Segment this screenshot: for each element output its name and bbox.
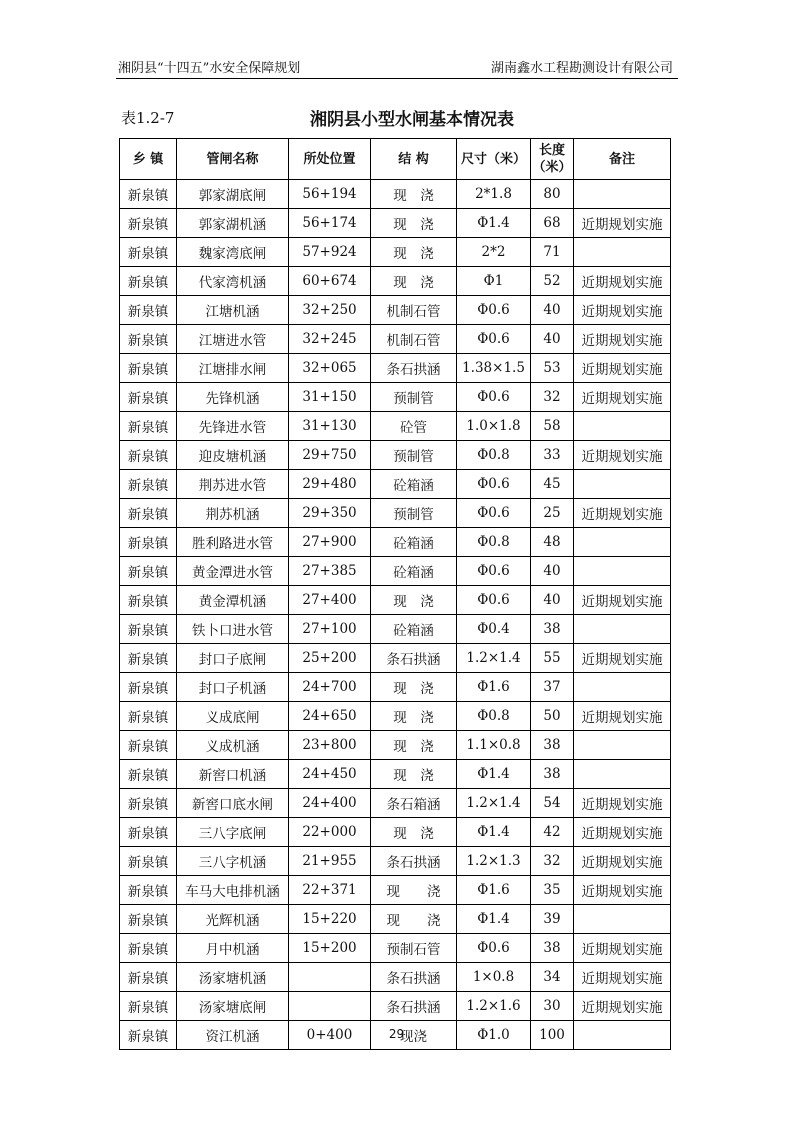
cell-remark: 近期规划实施 [574, 963, 671, 992]
cell-town: 新泉镇 [120, 934, 177, 963]
cell-location: 57+924 [289, 238, 371, 267]
cell-size: Φ0.8 [457, 702, 531, 731]
cell-location: 32+250 [289, 296, 371, 325]
cell-length: 38 [531, 760, 574, 789]
cell-size: Φ0.8 [457, 441, 531, 470]
cell-town: 新泉镇 [120, 412, 177, 441]
table-row [120, 470, 671, 499]
cell-town: 新泉镇 [120, 499, 177, 528]
cell-size: Φ0.4 [457, 615, 531, 644]
cell-structure: 现 浇 [371, 673, 457, 702]
cell-location: 21+955 [289, 847, 371, 876]
cell-town: 新泉镇 [120, 557, 177, 586]
cell-size: 2*1.8 [457, 180, 531, 209]
cell-length: 40 [531, 557, 574, 586]
cell-location [289, 963, 371, 992]
cell-name: 月中机涵 [177, 934, 289, 963]
cell-location: 23+800 [289, 731, 371, 760]
cell-town: 新泉镇 [120, 731, 177, 760]
table-row [120, 441, 671, 470]
table-row [120, 789, 671, 818]
table-row [120, 180, 671, 209]
cell-length: 53 [531, 354, 574, 383]
cell-remark: 近期规划实施 [574, 644, 671, 673]
cell-town: 新泉镇 [120, 644, 177, 673]
cell-town: 新泉镇 [120, 209, 177, 238]
cell-name: 封口子底闸 [177, 644, 289, 673]
cell-size: Φ1.4 [457, 209, 531, 238]
cell-structure: 现 浇 [371, 238, 457, 267]
cell-remark [574, 905, 671, 934]
cell-location: 22+000 [289, 818, 371, 847]
cell-structure: 现 浇 [371, 731, 457, 760]
cell-size: 1.2×1.6 [457, 992, 531, 1021]
cell-town: 新泉镇 [120, 528, 177, 557]
cell-length: 38 [531, 615, 574, 644]
table-row [120, 528, 671, 557]
cell-remark [574, 412, 671, 441]
cell-size: Φ1.4 [457, 818, 531, 847]
cell-length: 30 [531, 992, 574, 1021]
table-row [120, 499, 671, 528]
cell-length: 55 [531, 644, 574, 673]
table-row [120, 963, 671, 992]
cell-name: 义成底闸 [177, 702, 289, 731]
cell-structure: 砼管 [371, 412, 457, 441]
cell-length: 35 [531, 876, 574, 905]
cell-location [289, 992, 371, 1021]
table-row [120, 325, 671, 354]
cell-location: 29+480 [289, 470, 371, 499]
cell-name: 迎皮塘机涵 [177, 441, 289, 470]
cell-size: 1.0×1.8 [457, 412, 531, 441]
table-title: 湘阴县小型水闸基本情况表 [310, 110, 514, 130]
sluice-table [119, 138, 671, 1050]
cell-remark: 近期规划实施 [574, 325, 671, 354]
cell-remark [574, 673, 671, 702]
cell-name: 车马大电排机涵 [177, 876, 289, 905]
cell-location: 56+194 [289, 180, 371, 209]
cell-location: 25+200 [289, 644, 371, 673]
cell-name: 荆苏进水管 [177, 470, 289, 499]
cell-length: 33 [531, 441, 574, 470]
cell-size: Φ1 [457, 267, 531, 296]
cell-remark: 近期规划实施 [574, 209, 671, 238]
col-header-length [531, 139, 574, 180]
cell-remark [574, 557, 671, 586]
cell-location: 24+700 [289, 673, 371, 702]
cell-town: 新泉镇 [120, 180, 177, 209]
cell-size: 1.2×1.4 [457, 789, 531, 818]
cell-structure: 机制石管 [371, 325, 457, 354]
table-row [120, 992, 671, 1021]
cell-location: 27+900 [289, 528, 371, 557]
table-row [120, 267, 671, 296]
cell-town: 新泉镇 [120, 383, 177, 412]
table-row [120, 383, 671, 412]
cell-name: 魏家湾底闸 [177, 238, 289, 267]
cell-name: 郭家湖底闸 [177, 180, 289, 209]
cell-location: 27+385 [289, 557, 371, 586]
cell-structure: 机制石管 [371, 296, 457, 325]
col-header-size: 尺寸（米） [457, 139, 531, 180]
cell-name: 新窖口机涵 [177, 760, 289, 789]
cell-structure: 现 浇 [371, 586, 457, 615]
table-row [120, 818, 671, 847]
cell-town: 新泉镇 [120, 296, 177, 325]
col-header-remark: 备注 [574, 139, 671, 180]
cell-structure: 现 浇 [371, 760, 457, 789]
table-row [120, 673, 671, 702]
cell-size: Φ0.6 [457, 499, 531, 528]
cell-remark [574, 528, 671, 557]
cell-remark [574, 731, 671, 760]
cell-remark: 近期规划实施 [574, 876, 671, 905]
cell-remark: 近期规划实施 [574, 354, 671, 383]
cell-name: 黄金潭机涵 [177, 586, 289, 615]
cell-length: 45 [531, 470, 574, 499]
cell-structure: 砼箱涵 [371, 615, 457, 644]
cell-name: 先锋进水管 [177, 412, 289, 441]
table-header-row [120, 139, 671, 180]
cell-remark [574, 615, 671, 644]
cell-location: 22+371 [289, 876, 371, 905]
cell-length: 32 [531, 383, 574, 412]
table-row [120, 934, 671, 963]
cell-name: 江塘进水管 [177, 325, 289, 354]
cell-size: Φ1.0 [457, 1021, 531, 1050]
cell-town: 新泉镇 [120, 586, 177, 615]
cell-town: 新泉镇 [120, 238, 177, 267]
cell-length: 58 [531, 412, 574, 441]
cell-remark [574, 470, 671, 499]
cell-remark: 近期规划实施 [574, 992, 671, 1021]
table-row [120, 702, 671, 731]
running-header-title: 湘阴县“十四五”水安全保障规划 [118, 61, 301, 76]
cell-remark: 近期规划实施 [574, 847, 671, 876]
cell-size: 1.1×0.8 [457, 731, 531, 760]
cell-length: 52 [531, 267, 574, 296]
table-row [120, 586, 671, 615]
table-number: 表1.2-7 [121, 109, 175, 127]
cell-name: 光辉机涵 [177, 905, 289, 934]
cell-length: 42 [531, 818, 574, 847]
cell-structure: 预制石管 [371, 934, 457, 963]
cell-size: 1.38×1.5 [457, 354, 531, 383]
cell-structure: 现 浇 [371, 905, 457, 934]
cell-structure: 条石拱涵 [371, 847, 457, 876]
cell-size: Φ1.4 [457, 905, 531, 934]
cell-size: Φ0.6 [457, 325, 531, 354]
cell-length: 40 [531, 296, 574, 325]
cell-structure: 条石拱涵 [371, 644, 457, 673]
cell-length: 100 [531, 1021, 574, 1050]
cell-location: 27+400 [289, 586, 371, 615]
cell-name: 荆苏机涵 [177, 499, 289, 528]
cell-remark: 近期规划实施 [574, 818, 671, 847]
cell-size: Φ1.6 [457, 876, 531, 905]
cell-name: 先锋机涵 [177, 383, 289, 412]
table-row [120, 296, 671, 325]
cell-remark: 近期规划实施 [574, 441, 671, 470]
cell-size: Φ0.6 [457, 934, 531, 963]
cell-remark: 近期规划实施 [574, 586, 671, 615]
cell-remark: 近期规划实施 [574, 789, 671, 818]
col-header-structure: 结 构 [371, 139, 457, 180]
cell-location: 24+650 [289, 702, 371, 731]
table-row [120, 412, 671, 441]
cell-structure: 预制管 [371, 441, 457, 470]
cell-name: 铁卜口进水管 [177, 615, 289, 644]
cell-structure: 条石箱涵 [371, 789, 457, 818]
cell-town: 新泉镇 [120, 847, 177, 876]
cell-structure: 现 浇 [371, 876, 457, 905]
cell-location: 0+400 [289, 1021, 371, 1050]
cell-town: 新泉镇 [120, 470, 177, 499]
cell-size: Φ0.8 [457, 528, 531, 557]
table-row [120, 731, 671, 760]
cell-length: 38 [531, 731, 574, 760]
col-header-town: 乡 镇 [120, 139, 177, 180]
cell-structure: 现 浇 [371, 209, 457, 238]
table-row [120, 354, 671, 383]
cell-town: 新泉镇 [120, 325, 177, 354]
cell-size: 1×0.8 [457, 963, 531, 992]
cell-structure: 砼箱涵 [371, 557, 457, 586]
cell-size: Φ0.6 [457, 557, 531, 586]
cell-size: 2*2 [457, 238, 531, 267]
table-row [120, 905, 671, 934]
cell-town: 新泉镇 [120, 760, 177, 789]
cell-length: 38 [531, 934, 574, 963]
cell-length: 40 [531, 586, 574, 615]
cell-size: Φ0.6 [457, 296, 531, 325]
cell-remark: 近期规划实施 [574, 934, 671, 963]
cell-town: 新泉镇 [120, 354, 177, 383]
cell-size: Φ0.6 [457, 383, 531, 412]
cell-town: 新泉镇 [120, 673, 177, 702]
cell-length: 68 [531, 209, 574, 238]
cell-town: 新泉镇 [120, 818, 177, 847]
cell-size: 1.2×1.4 [457, 644, 531, 673]
table-row [120, 238, 671, 267]
cell-structure: 砼箱涵 [371, 528, 457, 557]
cell-structure: 预制管 [371, 499, 457, 528]
cell-remark: 近期规划实施 [574, 702, 671, 731]
table-body [120, 180, 671, 1050]
cell-length: 48 [531, 528, 574, 557]
table-row [120, 760, 671, 789]
cell-size: Φ0.6 [457, 586, 531, 615]
cell-structure: 现 浇 [371, 267, 457, 296]
cell-structure: 预制管 [371, 383, 457, 412]
cell-name: 汤家塘机涵 [177, 963, 289, 992]
cell-structure: 现浇 [371, 1021, 457, 1050]
cell-name: 黄金潭进水管 [177, 557, 289, 586]
cell-name: 三八字机涵 [177, 847, 289, 876]
cell-location: 24+450 [289, 760, 371, 789]
cell-name: 封口子机涵 [177, 673, 289, 702]
cell-size: Φ1.6 [457, 673, 531, 702]
cell-structure: 现 浇 [371, 702, 457, 731]
cell-size: 1.2×1.3 [457, 847, 531, 876]
cell-location: 31+130 [289, 412, 371, 441]
cell-location: 32+065 [289, 354, 371, 383]
cell-name: 江塘排水闸 [177, 354, 289, 383]
cell-size: Φ1.4 [457, 760, 531, 789]
cell-length: 80 [531, 180, 574, 209]
cell-length: 50 [531, 702, 574, 731]
cell-length: 25 [531, 499, 574, 528]
cell-location: 32+245 [289, 325, 371, 354]
col-header-name: 管闸名称 [177, 139, 289, 180]
cell-remark [574, 760, 671, 789]
cell-name: 江塘机涵 [177, 296, 289, 325]
cell-location: 15+220 [289, 905, 371, 934]
cell-name: 资江机涵 [177, 1021, 289, 1050]
cell-structure: 条石拱涵 [371, 354, 457, 383]
header-rule [116, 78, 678, 79]
cell-remark [574, 180, 671, 209]
cell-location: 15+200 [289, 934, 371, 963]
cell-remark: 近期规划实施 [574, 267, 671, 296]
cell-structure: 条石拱涵 [371, 992, 457, 1021]
cell-name: 胜利路进水管 [177, 528, 289, 557]
cell-remark [574, 238, 671, 267]
cell-length: 39 [531, 905, 574, 934]
cell-structure: 条石拱涵 [371, 963, 457, 992]
cell-remark: 近期规划实施 [574, 383, 671, 412]
cell-name: 郭家湖机涵 [177, 209, 289, 238]
cell-location: 29+750 [289, 441, 371, 470]
cell-length: 34 [531, 963, 574, 992]
cell-town: 新泉镇 [120, 905, 177, 934]
col-header-length-text: 长度（米） [532, 143, 572, 175]
cell-remark: 近期规划实施 [574, 296, 671, 325]
cell-length: 37 [531, 673, 574, 702]
cell-town: 新泉镇 [120, 441, 177, 470]
cell-name: 新窖口底水闸 [177, 789, 289, 818]
cell-location: 60+674 [289, 267, 371, 296]
cell-name: 汤家塘底闸 [177, 992, 289, 1021]
cell-town: 新泉镇 [120, 267, 177, 296]
cell-length: 71 [531, 238, 574, 267]
cell-location: 24+400 [289, 789, 371, 818]
table-row [120, 644, 671, 673]
cell-town: 新泉镇 [120, 963, 177, 992]
cell-town: 新泉镇 [120, 702, 177, 731]
cell-town: 新泉镇 [120, 992, 177, 1021]
cell-town: 新泉镇 [120, 789, 177, 818]
table-row [120, 847, 671, 876]
cell-town: 新泉镇 [120, 1021, 177, 1050]
cell-name: 三八字底闸 [177, 818, 289, 847]
running-header-company: 湖南鑫水工程勘测设计有限公司 [490, 61, 673, 76]
cell-location: 27+100 [289, 615, 371, 644]
cell-town: 新泉镇 [120, 876, 177, 905]
cell-structure: 现 浇 [371, 180, 457, 209]
col-header-location: 所处位置 [289, 139, 371, 180]
cell-location: 56+174 [289, 209, 371, 238]
table-row [120, 615, 671, 644]
table-row [120, 876, 671, 905]
page-number: 29 [388, 1027, 405, 1041]
cell-size: Φ0.6 [457, 470, 531, 499]
cell-name: 代家湾机涵 [177, 267, 289, 296]
cell-length: 54 [531, 789, 574, 818]
cell-location: 31+150 [289, 383, 371, 412]
table-row [120, 557, 671, 586]
table-row [120, 209, 671, 238]
cell-structure: 现 浇 [371, 818, 457, 847]
cell-location: 29+350 [289, 499, 371, 528]
cell-length: 40 [531, 325, 574, 354]
cell-structure: 砼箱涵 [371, 470, 457, 499]
cell-length: 32 [531, 847, 574, 876]
cell-town: 新泉镇 [120, 615, 177, 644]
cell-remark: 近期规划实施 [574, 499, 671, 528]
cell-name: 义成机涵 [177, 731, 289, 760]
